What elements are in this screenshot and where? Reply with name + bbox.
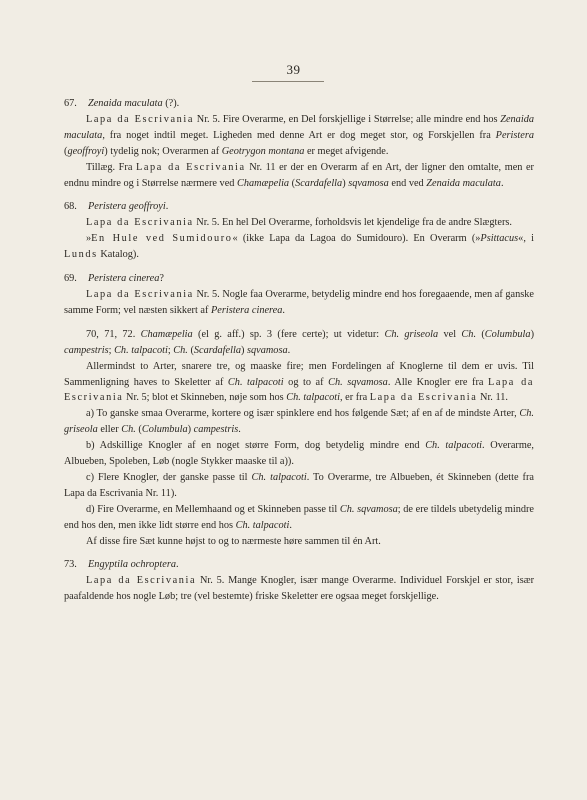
text-run: Katalog). — [97, 249, 139, 261]
entry-69 — [64, 271, 534, 319]
entry-73 — [64, 557, 534, 605]
entry-68 — [64, 199, 534, 263]
entry-69-paragraph-1 — [64, 287, 534, 319]
italic-term: geoffroyi — [67, 145, 105, 157]
spaced-locality: Lapa da Escrivania — [135, 161, 246, 173]
italic-term: Ch. talpacoti — [425, 440, 483, 452]
italic-term: Ch. talpacoti — [286, 392, 340, 404]
text-run: Nr. 5; blot et Skinneben, nøje som hos — [123, 392, 287, 404]
text-run: ) — [530, 328, 534, 340]
entry-70-72 — [64, 327, 534, 550]
page-body — [64, 96, 534, 605]
italic-term: Zenaida maculata — [64, 113, 534, 141]
italic-term: Geotrygon montana — [221, 145, 305, 157]
italic-term: Chamæpelia — [140, 328, 193, 340]
page-number: 39 — [286, 62, 301, 77]
species-name: Peristera cinerea — [88, 273, 160, 285]
text-run: « (ikke Lapa da Lagoa do Sumidouro). En Overarm (» — [232, 233, 481, 245]
text-run: b) Adskillige Knogler af en noget større Form, dog betydelig mindre end — [86, 440, 426, 452]
text-run: . Alle Knogler ere fra — [387, 376, 488, 388]
species-name: Peristera geoffroyi — [88, 201, 166, 213]
text-run: Nr. 5. Mange Knogler, især mange Overarme. Individuel Forskjel er stor, især paafaldende hos nogle Løb; tre (vel bestemte) friske Skeletter ere ogsaa meget forskjellige. — [64, 575, 534, 603]
text-run: ) — [187, 424, 194, 436]
italic-term: sqvamosa — [348, 177, 389, 189]
italic-term: Peristera — [495, 129, 534, 141]
spaced-locality: Lapa da Escrivania — [369, 392, 478, 404]
header-rule — [252, 81, 324, 82]
text-run: Nr. 11 er der en Overarm af en Art, der ligner den omtalte, men er endnu mindre og i Størrelse nærmere ved — [64, 161, 534, 189]
text-run: . — [282, 304, 285, 316]
italic-term: Columbula — [141, 424, 188, 436]
spaced-locality: Lapa da Escrivania — [64, 376, 534, 404]
text-run: . — [500, 177, 504, 189]
italic-term: Ch. talpacoti — [114, 344, 168, 356]
text-run: ( — [135, 424, 142, 436]
text-run: (el g. aff.) sp. 3 (fere certe); ut videtur: — [192, 328, 385, 340]
text-run: . Overarme, Albueben, Spoleben, Løb (nogle Stykker maaske til a)). — [64, 440, 535, 468]
italic-term: campestris — [193, 424, 239, 436]
entry-70-72-heading — [64, 327, 534, 359]
text-run: d) Fire Overarme, en Mellemhaand og et Skinneben passe til — [86, 503, 340, 515]
spaced-locality: Lunds — [64, 249, 98, 261]
text-run: » — [86, 233, 92, 245]
text-run: ; — [108, 344, 115, 356]
italic-term: Scardafella — [193, 344, 241, 356]
entry-number: 68. — [64, 201, 77, 213]
entry-70-72-item-d — [64, 502, 534, 534]
species-name: Engyptila ochroptera — [88, 559, 176, 571]
text-run: ( — [289, 177, 296, 189]
text-run: eller — [97, 424, 122, 436]
text-run: , er fra — [340, 392, 370, 404]
entry-68-paragraph-1 — [64, 215, 534, 231]
italic-term: Ch. — [461, 328, 477, 340]
text-run: . — [289, 519, 292, 531]
text-run: Tillæg. Fra — [86, 161, 136, 173]
text-run: ; — [167, 344, 174, 356]
entry-68-paragraph-2 — [64, 231, 534, 263]
italic-term: Ch. sqvamosa — [339, 503, 398, 515]
entry-70-72-conclusion — [64, 534, 534, 550]
italic-term: campestris — [64, 344, 109, 356]
text-run: . — [287, 344, 291, 356]
italic-term: Columbula — [484, 328, 531, 340]
text-run: a) To ganske smaa Overarme, kortere og især spinklere end hos følgende Sæt; af en af de mindste Arter, — [86, 408, 520, 420]
italic-term: Zenaida maculata — [426, 177, 501, 189]
text-run: Af disse fire Sæt kunne højst to og to nærmeste høre sammen til én Art. — [86, 535, 381, 547]
spaced-locality: Lapa da Escrivania — [86, 113, 195, 125]
text-run: c) Flere Knogler, der ganske passe til — [86, 471, 252, 483]
text-run: ) — [342, 177, 349, 189]
text-run: Allermindst to Arter, snarere tre, og maaske fire; men Fordelingen af Knoglerne til dem er uvis. Til Sammenligning haves to Skeletter af — [64, 360, 534, 388]
text-run: er meget afvigende. — [304, 145, 389, 157]
entry-73-heading: 73. Engyptila ochroptera. — [64, 557, 534, 573]
italic-term: Ch. — [173, 344, 188, 356]
entry-70-72-item-a — [64, 406, 534, 438]
italic-term: Ch. griseola — [64, 408, 534, 436]
spaced-locality: En Hule ved Sumidouro — [91, 233, 233, 245]
entry-70-72-item-b — [64, 438, 534, 470]
italic-term: Psittacus — [480, 233, 519, 245]
text-run: vel — [438, 328, 462, 340]
text-run: «, i — [518, 233, 534, 245]
text-run: , fra noget indtil meget. Ligheden med denne Art er dog meget stor, og Forskjellen fra — [102, 129, 496, 141]
italic-term: Ch. griseola — [384, 328, 439, 340]
italic-term: sqvamosa — [247, 344, 288, 356]
text-run: end ved — [388, 177, 427, 189]
entry-67-paragraph-1 — [64, 112, 534, 160]
entry-69-heading: 69. Peristera cinerea? — [64, 271, 534, 287]
text-run: og to af — [283, 376, 329, 388]
text-run: Nr. 5. Fire Overarme, en Del forskjellige i Størrelse; alle mindre end hos — [194, 113, 501, 125]
italic-term: Scardafella — [295, 177, 343, 189]
species-name: Zenaida maculata — [88, 98, 163, 109]
text-run: Nr. 5. Nogle faa Overarme, betydelig mindre end hos foregaaende, men af ganske samme Form; vel næsten sikkert af — [64, 288, 534, 316]
entry-number: 69. — [64, 273, 77, 285]
spaced-locality: Lapa da Escrivania — [86, 288, 194, 300]
italic-term: Ch. talpacoti — [227, 376, 284, 388]
italic-term: Peristera cinerea — [211, 304, 283, 316]
entry-number: 67. — [64, 98, 77, 109]
italic-term: Ch. talpacoti — [251, 471, 307, 483]
entry-67-paragraph-2 — [64, 160, 534, 192]
entry-number: 73. — [64, 559, 77, 571]
text-run: ( — [187, 344, 194, 356]
text-run: . — [238, 424, 241, 436]
text-run: ) — [240, 344, 247, 356]
entry-67 — [64, 96, 534, 191]
italic-term: Ch. sqvamosa — [328, 376, 388, 388]
entry-70-72-paragraph-1 — [64, 359, 534, 407]
italic-term: Ch. — [121, 424, 136, 436]
entry-67-heading: 67. Zenaida maculata (?). — [64, 96, 534, 112]
text-run: ) tydelig nok; Overarmen af — [104, 145, 222, 157]
entry-73-paragraph-1 — [64, 573, 534, 605]
text-run: ( — [476, 328, 485, 340]
spaced-locality: Lapa da Escrivania — [86, 575, 197, 587]
entry-70-72-item-c — [64, 470, 534, 502]
text-run: ; de ere tildels ubetydelig mindre end hos den, men ikke lidt større end hos — [64, 503, 535, 531]
spaced-locality: Lapa da Escrivania — [86, 217, 194, 229]
text-run: . To Overarme, tre Albueben, ét Skinneben (dette fra Lapa da Escrivania Nr. 11). — [64, 471, 534, 499]
text-run: 70, 71, 72. — [86, 328, 141, 340]
text-run: ( — [64, 145, 68, 157]
text-run: Nr. 11. — [477, 392, 508, 404]
entry-68-heading: 68. Peristera geoffroyi. — [64, 199, 534, 215]
italic-term: Chamæpelia — [237, 177, 290, 189]
italic-term: Ch. talpacoti — [235, 519, 290, 531]
text-run: Nr. 5. En hel Del Overarme, forholdsvis let kjendelige fra de andre Slægters. — [193, 217, 512, 229]
